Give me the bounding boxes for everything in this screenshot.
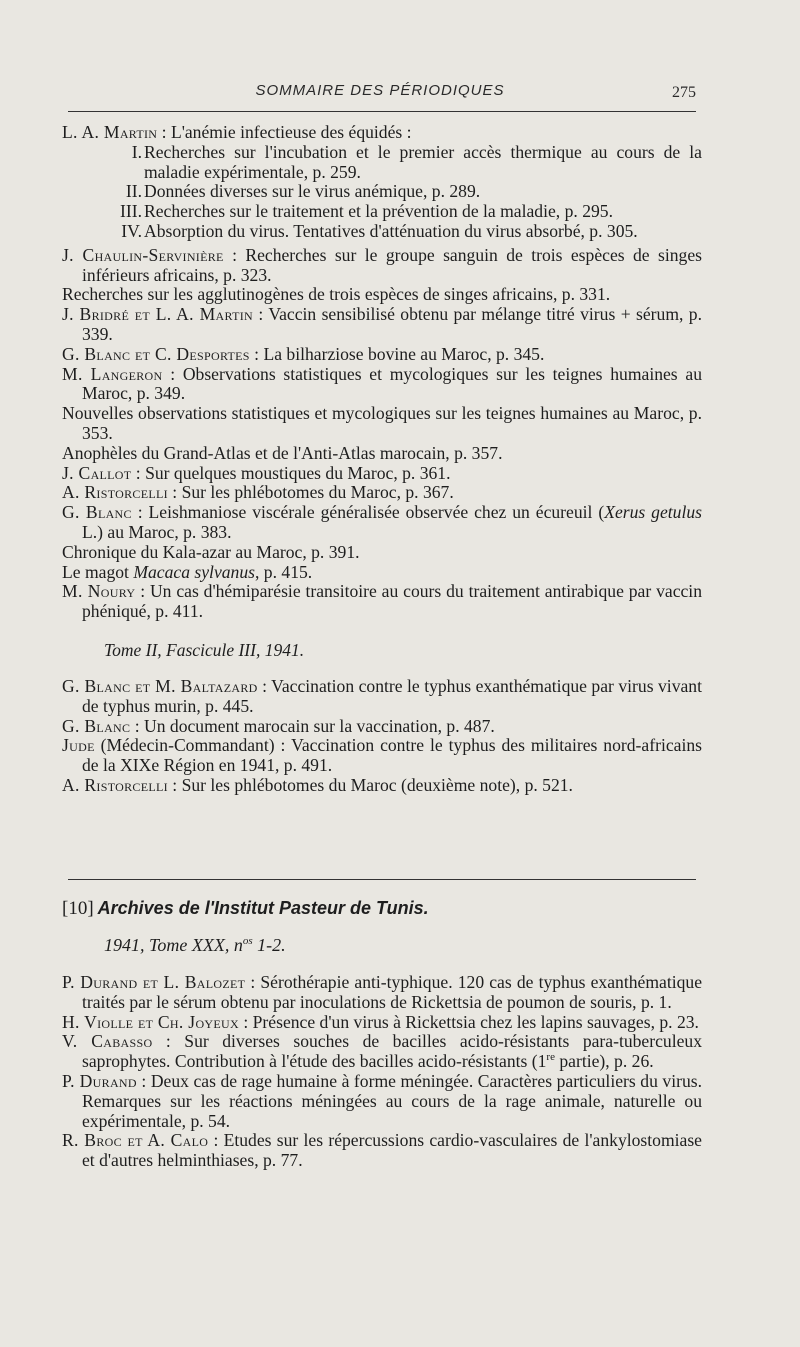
entry-text: : Leishmaniose viscérale généralisée observée chez un écureuil ( [131,502,605,523]
entry-text: , p. 415. [255,561,313,582]
entry [62,285,702,305]
entry [62,464,702,484]
entry-author: A. Ristorcelli [62,774,168,795]
species-name: Xerus getulus [604,502,702,523]
entry [62,1013,702,1033]
entry [62,404,702,444]
entry-author: P. Durand et L. Balozet [62,972,246,992]
entry [62,717,702,737]
entry [62,776,702,796]
entry-author: V. Cabasso [62,1031,153,1052]
entry-author: J. Callot [62,462,132,483]
entry-text: : La bilharziose bovine au Maroc, p. 345. [249,343,545,364]
tome-text: 1941, Tome XXX, n [104,935,243,955]
entry-text: : Observations statistiques et mycologiques sur les teignes humaines au Maroc, p. 349. [82,363,702,404]
section-heading [62,898,429,920]
entry-author: P. Durand [62,1070,137,1091]
sub-item-number: I. [131,141,142,162]
sub-item [62,202,702,222]
entry-author: Jude [62,735,95,756]
tome-text: 1-2. [252,935,286,955]
sub-item-number: III. [120,201,142,222]
sub-item-text: Recherches sur l'incubation et le premier accès thermique au cours de la maladie expérimentale, p. 259. [144,141,702,182]
entry-text: L.) au Maroc, p. 383. [82,521,232,542]
entry-text: partie), p. 26. [554,1051,654,1072]
entry-author: A. Ristorcelli [62,482,168,503]
entry [62,1131,702,1171]
entry-text: : L'anémie infectieuse des équidés : [157,122,412,142]
running-head-title: SOMMAIRE DES PÉRIODIQUES [255,82,505,99]
entry-text: : Recherches sur le groupe sanguin de trois espèces de singes inférieurs africains, p. 323. [82,244,702,285]
entry [62,1072,702,1131]
entry-author: R. Broc et A. Calo [62,1130,209,1151]
tome-heading: Tome II, Fascicule III, 1941. [104,639,305,660]
entry-text: : Sur les phlébotomes du Maroc (deuxième note), p. 521. [167,774,573,795]
entry [62,483,702,503]
sub-item-text: Absorption du virus. Tentatives d'atténuation du virus absorbé, p. 305. [144,220,638,241]
entry-text: Chronique du Kala-azar au Maroc, p. 391. [62,541,360,562]
superscript: re [546,1051,555,1064]
entry-text: : Sérothérapie anti-typhique. 120 cas de typhus exanthématique traités par le sérum obtenu par inoculations de Rickettsia de poumon de souris, p. 1. [82,972,703,1012]
entry-author: G. Blanc [62,502,132,523]
entry-author: M. Langeron [62,363,163,384]
entry [62,736,702,776]
entry-author: G. Blanc [62,715,131,736]
entry-text: (Médecin-Commandant) : Vaccination contre le typhus des militaires nord-africains de la XIXe Région en 1941, p. 491. [82,735,702,776]
tome-sup: os [242,935,253,947]
entry-author: G. Blanc et M. Baltazard [62,675,258,696]
entry-text: Recherches sur les agglutinogènes de trois espèces de singes africains, p. 331. [62,284,611,305]
entry [62,563,702,583]
entry [62,345,702,365]
entry-text: : Un document marocain sur la vaccination, p. 487. [130,715,495,736]
entry [62,246,702,286]
sub-item [62,182,702,202]
sub-item [62,222,702,242]
entry-author: G. Blanc et C. Desportes [62,343,250,364]
entry-text: Nouvelles observations statistiques et mycologiques sur les teignes humaines au Maroc, p. 353. [62,403,702,443]
entry-text: : Etudes sur les répercussions cardio-vasculaires de l'ankylostomiase et d'autres helminthiases, p. 77. [82,1130,702,1171]
section-rule [68,879,696,880]
journal-title: Archives de l'Institut Pasteur de Tunis. [97,898,429,918]
entry [62,677,702,717]
section-number: [10] [62,898,94,919]
entry [62,973,702,1013]
entry-author: H. Violle et Ch. Joyeux [62,1011,239,1032]
sub-item-number: II. [125,181,142,202]
species-name: Macaca sylvanus [133,561,255,582]
entry-text: : Un cas d'hémiparésie transitoire au cours du traitement antirabique par vaccin phéniqué, p. 411. [82,581,702,622]
entry-author: M. Noury [62,581,136,602]
entry [62,1032,702,1072]
entry-text: Anophèles du Grand-Atlas et de l'Anti-Atlas marocain, p. 357. [62,442,503,463]
tome-heading [104,935,286,956]
header-rule [68,111,696,112]
entry-text: Le magot [62,561,134,582]
entries-block-1 [62,123,702,796]
entry-text: : Deux cas de rage humaine à forme méningée. Caractères particuliers du virus. Remarques sur les réactions méningées au cours de la rage animale, naturelle ou expérimentale, p. 54. [82,1070,702,1131]
entry-text: : Sur diverses souches de bacilles acido-résistants para-tuberculeux saprophytes. Contribution à l'étude des bacilles acido-résistants (1 [82,1031,702,1072]
page-number: 275 [672,84,696,101]
entry-author: J. Bridré et L. A. Martin [62,304,253,325]
entry-text: : Vaccination contre le typhus exanthématique par virus vivant de typhus murin, p. 445. [82,675,702,716]
entry-text: : Sur les phlébotomes du Maroc, p. 367. [167,482,454,503]
entry-text: : Sur quelques moustiques du Maroc, p. 361. [131,462,451,483]
entry [62,305,702,345]
entry [62,365,702,405]
entry-author: L. A. Martin [62,122,158,142]
entry [62,582,702,622]
entry-text: : Présence d'un virus à Rickettsia chez les lapins sauvages, p. 23. [238,1011,699,1032]
sub-item-text: Données diverses sur le virus anémique, p. 289. [144,181,481,202]
entry-author: J. Chaulin-Servinière [62,244,224,265]
sub-item-text: Recherches sur le traitement et la prévention de la maladie, p. 295. [144,201,613,222]
sub-item [62,143,702,183]
entry [62,543,702,563]
entries-block-3 [62,973,702,1171]
entry [62,503,702,543]
entry [62,444,702,464]
entry-martin [62,123,702,143]
sub-item-number: IV. [121,220,142,241]
entry-text: : Vaccin sensibilisé obtenu par mélange titré virus + sérum, p. 339. [82,304,702,344]
